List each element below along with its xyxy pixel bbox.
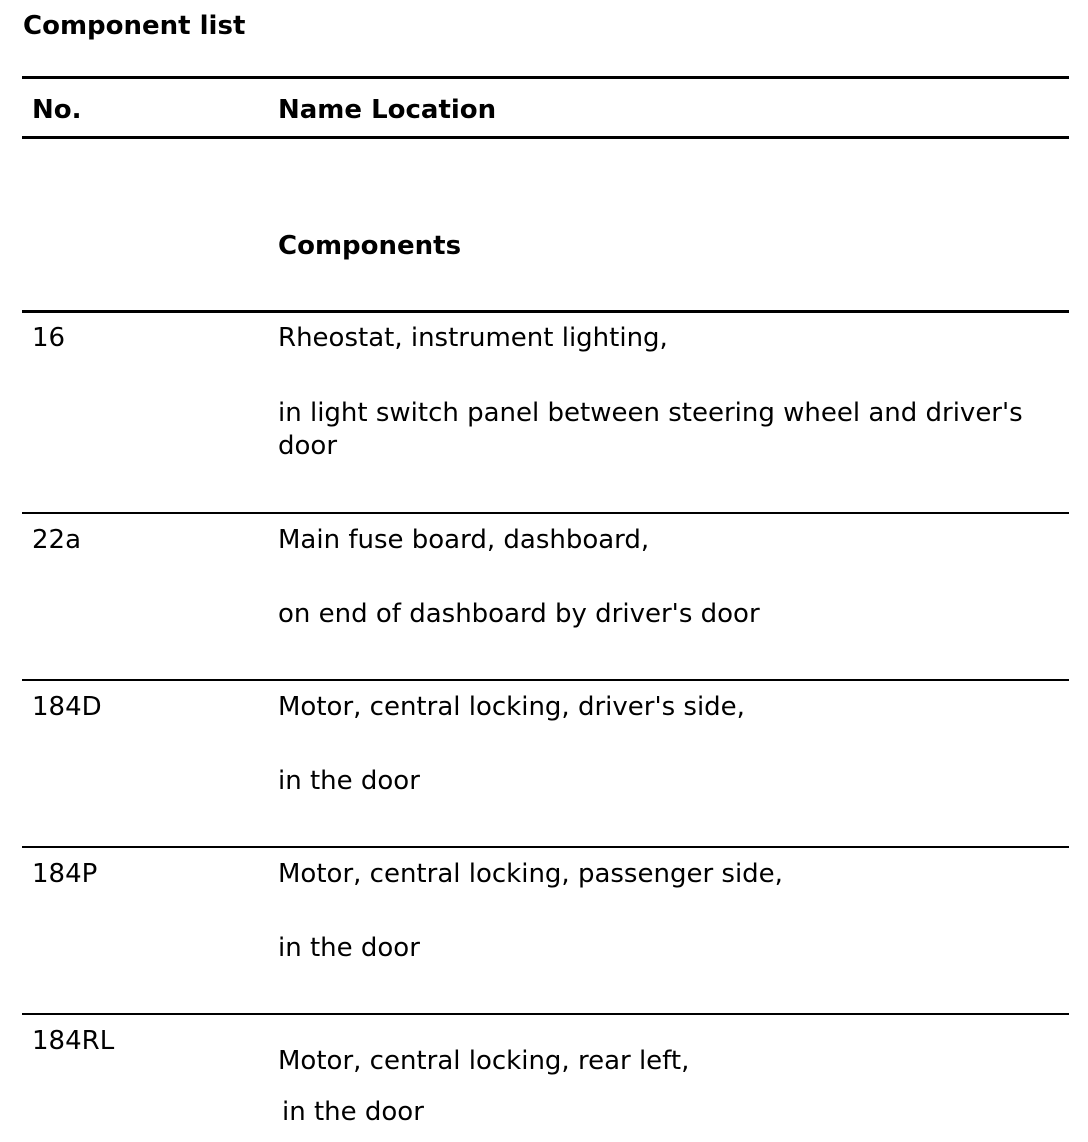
component-location: in light switch panel between steering wheel and driver's door	[278, 398, 1023, 461]
section-heading: Components	[278, 231, 462, 261]
column-header-no: No.	[32, 95, 82, 125]
row-divider	[22, 1013, 1069, 1015]
row-divider	[22, 846, 1069, 848]
component-name: Main fuse board, dashboard,	[278, 525, 650, 555]
column-header-name-location: Name Location	[278, 95, 497, 125]
component-number: 22a	[32, 525, 82, 555]
component-name: Motor, central locking, rear left,	[278, 1046, 690, 1076]
component-location: in the door	[278, 766, 420, 796]
component-location: in the door	[278, 933, 420, 963]
table-top-rule	[22, 76, 1069, 79]
page-title: Component list	[23, 11, 246, 41]
component-number: 16	[32, 323, 66, 353]
component-name: Rheostat, instrument lighting,	[278, 323, 668, 353]
component-number: 184D	[32, 692, 102, 722]
row-divider	[22, 679, 1069, 681]
component-location: in the door	[282, 1097, 424, 1127]
component-name: Motor, central locking, driver's side,	[278, 692, 745, 722]
component-number: 184RL	[32, 1026, 115, 1056]
header-bottom-rule	[22, 136, 1069, 139]
component-number: 184P	[32, 859, 98, 889]
section-rule	[22, 310, 1069, 313]
row-divider	[22, 512, 1069, 514]
component-location: on end of dashboard by driver's door	[278, 599, 760, 629]
component-name: Motor, central locking, passenger side,	[278, 859, 783, 889]
